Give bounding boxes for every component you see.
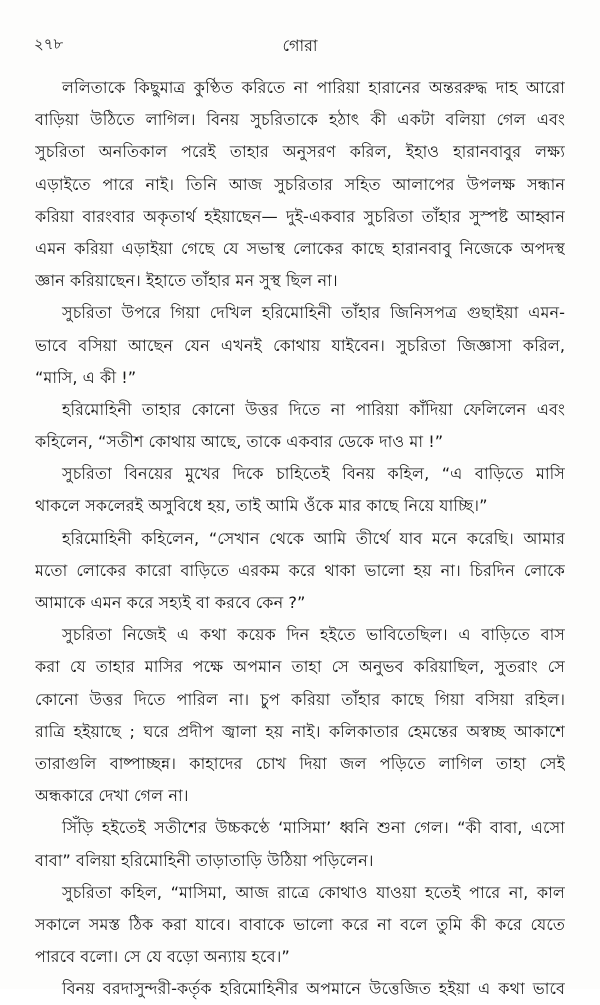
text-line: সকালে সমস্ত ঠিক করা যাবে। বাবাকে ভালো করে না বলে তুমি কী করে যেতে [35, 914, 565, 934]
text-line: জ্ঞান করিয়াছেন। ইহাতে তাঁহার মন সুস্থ ছিল না। [35, 271, 338, 291]
text-line: আমাকে এমন করে সহ্যই বা করবে কেন ?” [35, 593, 306, 612]
text-line: রাত্রি হইয়াছে ; ঘরে প্রদীপ জ্বালা হয় নাই। কলিকাতার হেমন্তের অস্বচ্ছ আকাশে [35, 721, 565, 741]
paragraph-first-line: সুচরিতা কহিল, “মাসিমা, আজ রাত্রে কোথাও যাওয়া হতেই পারে না, কাল [62, 882, 565, 902]
text-line: অন্ধকারে দেখা গেল না। [35, 786, 189, 806]
text-line: বাড়িয়া উঠিতে লাগিল। বিনয় সুচরিতাকে হঠাৎ কী একটা বলিয়া গেল এবং [35, 110, 565, 130]
text-line: কহিলেন, “সতীশ কোথায় আছে, তাকে একবার ডেকে দাও মা !” [35, 432, 444, 452]
paragraph-first-line: সিঁড়ি হইতেই সতীশের উচ্চকণ্ঠে ‘মাসিমা’ ধ্বনি শুনা গেল। “কী বাবা, এসো [62, 818, 565, 838]
text-line: করিয়া বারংবার অকৃতার্থ হইয়াছেন— দুই-একবার সুচরিতা তাঁহার সুস্পষ্ট আহ্বান [35, 206, 565, 226]
paragraph-first-line: সুচরিতা উপরে গিয়া দেখিল হরিমোহিনী তাঁহার জিনিসপত্র গুছাইয়া এমন- [62, 303, 565, 323]
paragraph-first-line: সুচরিতা বিনয়ের মুখের দিকে চাহিতেই বিনয় কহিল, “এ বাড়িতে মাসি [62, 464, 565, 484]
text-line: থাকলে সকলেরই অসুবিধে হয়, তাই আমি ওঁকে মার কাছে নিয়ে যাচ্ছি।” [35, 496, 488, 516]
paragraph-first-line: হরিমোহিনী তাহার কোনো উত্তর দিতে না পারিয়া কাঁদিয়া ফেলিলেন এবং [62, 399, 565, 419]
text-line: পারবে বলো। সে যে বড়ো অন্যায় হবে।” [35, 947, 290, 967]
paragraph-first-line: বিনয় বরদাসুন্দরী-কর্তৃক হরিমোহিনীর অপমানে উত্তেজিত হইয়া এ কথা ভাবে [62, 979, 565, 999]
text-line: মতো লোকের কারো বাড়িতে এরকম করে থাকা ভালো হয় না। চিরদিন লোকে [35, 560, 565, 580]
text-line: বাবা” বলিয়া হরিমোহিনী তাড়াতাড়ি উঠিয়া পড়িলেন। [35, 850, 374, 870]
text-line: এমন করিয়া এড়াইয়া গেছে যে সভাস্থ লোকের কাছে হারানবাবু নিজেকে অপদস্থ [35, 238, 565, 258]
body-text [35, 72, 565, 1005]
text-line: “মাসি, এ কী !” [35, 367, 137, 387]
text-line: করা যে তাহার মাসির পক্ষে অপমান তাহা সে অনুভব করিয়াছিল, সুতরাং সে [35, 657, 565, 677]
paragraph-first-line: ললিতাকে কিছুমাত্র কুণ্ঠিত করিতে না পারিয়া হারানের অন্তররুদ্ধ দাহ আরো [62, 78, 565, 97]
page-number: ২৭৮ [34, 35, 64, 53]
text-line: ভাবে বসিয়া আছেন যেন এখনই কোথায় যাইবেন। সুচরিতা জিজ্ঞাসা করিল, [35, 335, 565, 355]
text-line: এড়াইতে পারে নাই। তিনি আজ সুচরিতার সহিত আলাপের উপলক্ষ সন্ধান [35, 174, 565, 194]
paragraph-first-line: হরিমোহিনী কহিলেন, “সেখান থেকে আমি তীর্থে যাব মনে করেছি। আমার [62, 528, 565, 548]
book-title: গোরা [282, 36, 318, 55]
running-header [34, 33, 566, 57]
text-line: কোনো উত্তর দিতে পারিল না। চুপ করিয়া তাঁহার কাছে গিয়া বসিয়া রহিল। [35, 689, 565, 709]
text-line: সুচরিতা অনতিকাল পরেই তাহার অনুসরণ করিল, ইহাও হারানবাবুর লক্ষ্য [35, 142, 565, 162]
paragraph-first-line: সুচরিতা নিজেই এ কথা কয়েক দিন হইতে ভাবিতেছিল। এ বাড়িতে বাস [62, 625, 565, 645]
text-line: তারাগুলি বাষ্পাচ্ছন্ন। কাহাদের চোখ দিয়া জল পড়িতে লাগিল তাহা সেই [35, 753, 565, 773]
